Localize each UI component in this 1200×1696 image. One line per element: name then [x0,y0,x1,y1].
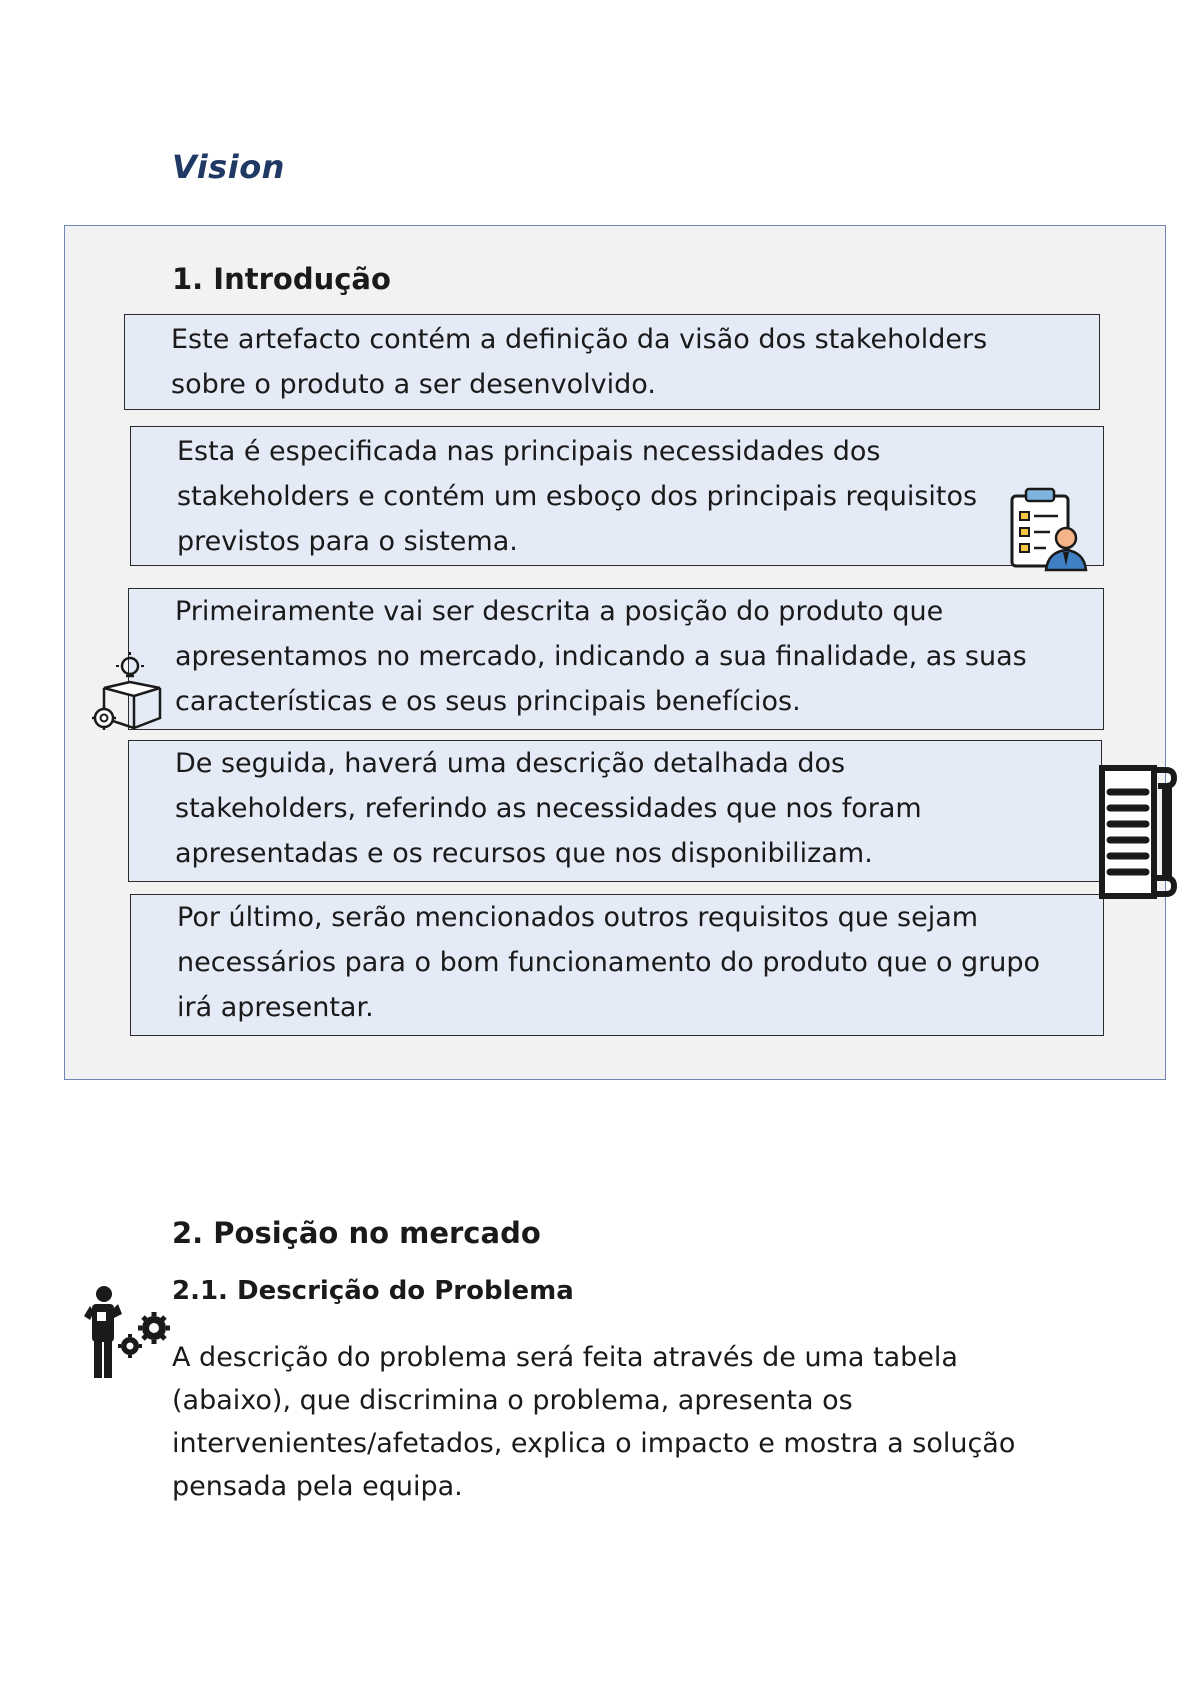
market-heading: 2. Posição no mercado [172,1216,541,1250]
document-title: Vision [172,148,285,186]
intro-box-5 [130,894,1104,1036]
problem-description-paragraph: A descrição do problema será feita através de uma tabela (abaixo), que discrimina o problema, apresenta os intervenientes/afetados, explica o impacto e mostra a solução pensada pela equipa. [172,1342,1016,1502]
intro-box-4 [128,740,1102,882]
product-box-idea-icon [90,652,170,732]
intro-box-4-text: De seguida, haverá uma descrição detalhada dos stakeholders, referindo as necessidades que nos foram apresentadas e os recursos que nos disponibilizam. [175,748,922,869]
introduction-heading: 1. Introdução [172,262,391,296]
intro-box-1-text: Este artefacto contém a definição da visão dos stakeholders sobre o produto a ser desenvolvido. [171,324,988,400]
intro-box-5-text: Por último, serão mencionados outros requisitos que sejam necessários para o bom funcionamento do produto que o grupo irá apresentar. [177,902,1041,1023]
intro-box-2-text: Esta é especificada nas principais necessidades dos stakeholders e contém um esboço dos principais requisitos previstos para o sistema. [177,436,978,557]
person-gears-icon [84,1284,176,1380]
problem-subheading: 2.1. Descrição do Problema [172,1276,574,1306]
intro-box-3-text: Primeiramente vai ser descrita a posição do produto que apresentamos no mercado, indicando a sua finalidade, as suas características e os seus principais benefícios. [175,596,1027,717]
intro-box-3 [128,588,1104,730]
clipboard-person-icon [1008,486,1088,572]
intro-box-2 [130,426,1104,566]
scroll-document-icon [1096,762,1178,902]
intro-box-1 [124,314,1100,410]
